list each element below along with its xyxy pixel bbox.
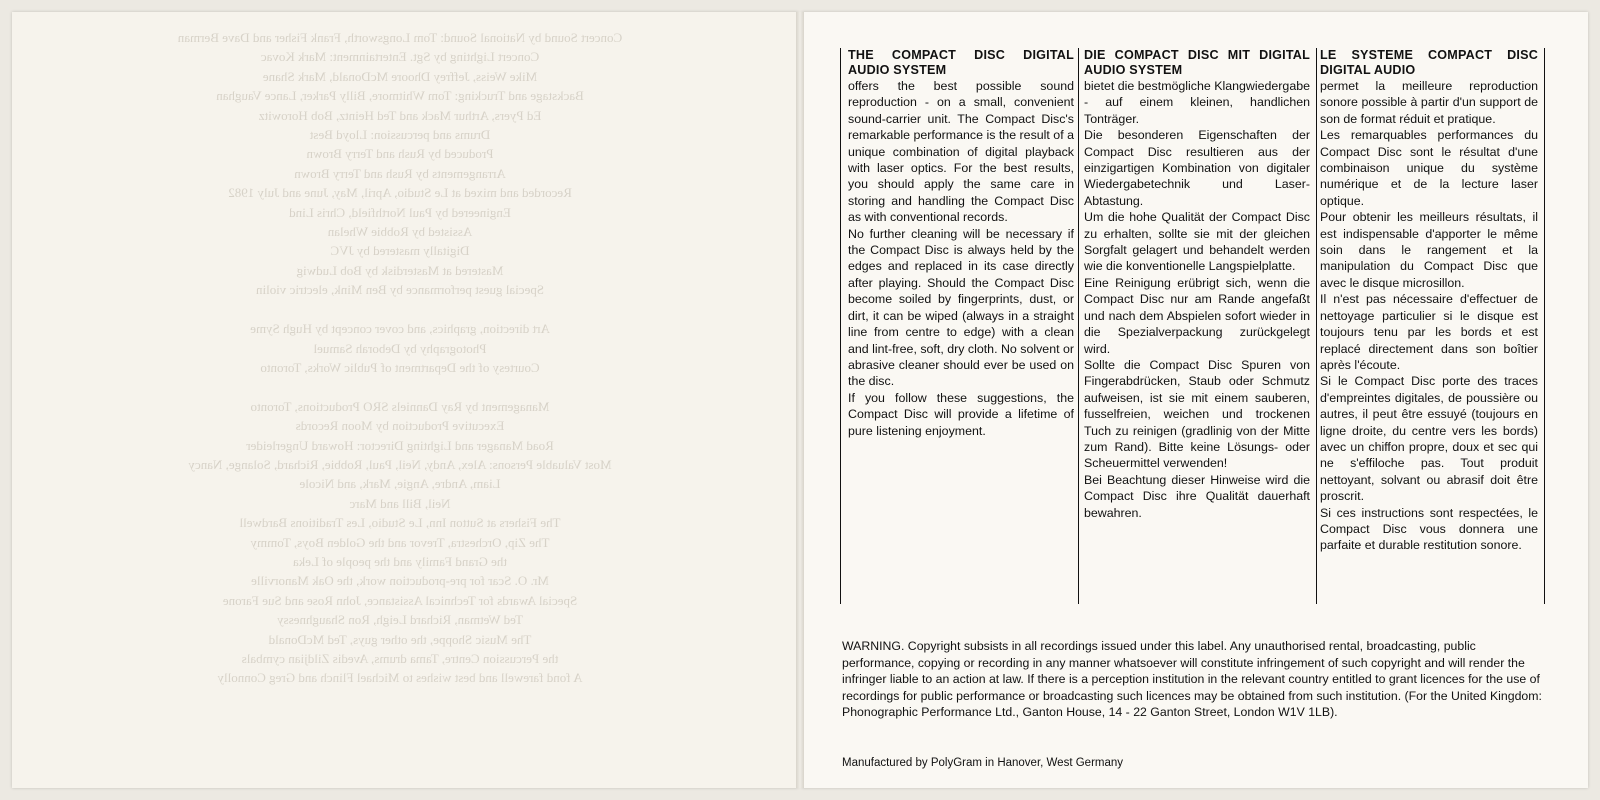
ghost-credit-line: Ed Pyers, Arthur Mack and Ted Heintz, Bob Horowitz <box>258 107 542 123</box>
ghost-credit-line: Photography by Deborah Samuel <box>313 340 487 356</box>
column-paragraph: No further cleaning will be necessary if the Compact Disc is always held by the edges and replaced in its case directly after playing. Should the Compact Disc become soiled by fingerprints, dust, or dirt, it can be wiped (always in a straight line from centre to edge) with a clean and lint-free, soft, dry cloth. No solvent or abrasive cleaner should ever be used on the disc. <box>848 226 1074 389</box>
column-paragraph: Si ces instructions sont respectées, le Compact Disc vous donnera une parfaite et durable restitution sonore. <box>1320 505 1538 553</box>
ghost-credit-line: Ted Wetman, Richard Leigh, Ron Shaughnessy <box>277 612 523 628</box>
column-heading-english: THE COMPACT DISC DIGITAL AUDIO SYSTEM <box>848 48 1074 77</box>
ghost-credit-line: Art direction, graphics, and cover concept by Hugh Syme <box>250 321 550 337</box>
column-paragraph: Die besonderen Eigenschaften der Compact Disc resultieren aus der einzigartigen Kombination von digitaler Wiedergabetechnik und Laser-Abtastung. <box>1084 128 1310 208</box>
ghost-credit-line: Produced by Rush and Terry Brown <box>306 146 494 162</box>
column-paragraph: offers the best possible sound reproduction - on a small, convenient sound-carrier unit. The Compact Disc's remarkable performance is the result of a unique combination of digital playback with laser optics. For the best results, you should apply the same care in storing and handling the Compact Disc as with conventional records. <box>848 79 1074 225</box>
column-paragraph: permet la meilleure reproduction sonore possible à partir d'un support de son de format réduit et pratique. <box>1320 79 1538 126</box>
column-paragraph: Si le Compact Disc porte des traces d'empreintes digitales, de poussière ou autres, il peut être essuyé (toujours en ligne droite, du centre vers les bords) avec un chiffon propre, doux et sec qui ne s'effiloche pas. Tout produit nettoyant, solvant ou abrasif doit être proscrit. <box>1320 374 1538 504</box>
ghost-credit-line <box>60 300 740 319</box>
ghost-credit-line: Mastered at Masterdisk by Bob Ludwig <box>296 262 504 278</box>
ghost-credit-line <box>60 377 740 396</box>
bleed-through-credits <box>60 28 740 688</box>
column-paragraph: Sollte die Compact Disc Spuren von Fingerabdrücken, Staub oder Schmutz aufweisen, ist sie mit einem sauberen, fusselfreien, weichen und trockenen Tuch zu reinigen (gradlinig von der Mitte zum Rand). Bitte keine Lösungs- oder Scheuermittel verwenden! <box>1084 357 1310 471</box>
ghost-credit-line: Concert Sound by National Sound: Tom Longsworth, Frank Fisher and Dave Berman <box>177 30 623 45</box>
ghost-credit-line: Arrangements by Rush and Terry Brown <box>294 165 506 181</box>
manufacturer-note: Manufactured by PolyGram in Hanover, West Germany <box>842 757 1124 769</box>
ghost-credit-line: The Music Shoppe, the other guys, Ted McDonald <box>268 631 532 647</box>
ghost-credit-line: Road Manager and Lighting Director: Howard Ungerleider <box>246 437 554 453</box>
ghost-credit-line: Concert Lighting by Sgt. Entertainment: Mark Kovac <box>260 49 540 65</box>
copyright-warning: WARNING. Copyright subsists in all recordings issued under this label. Any unauthorised rental, broadcasting, public performance, copying or recording in any manner whatsoever will constitute infringement of such copyright and will render the infringer liable to an action at law. If there is a perception institution in the relevant country entitled to grant licences for the use of recordings for public performance or broadcasting such licences may be obtained from such institution. (For the United Kingdom: Phonographic Performance Ltd., Ganton House, 14 - 22 Ganton Street, London W1V 1LB). <box>842 639 1542 720</box>
ghost-credit-line: Management by Ray Danniels SRO Productions, Toronto <box>250 398 550 414</box>
ghost-credit-line: Special Awards for Technical Assistance, John Rose and Sue Farone <box>222 592 578 608</box>
ghost-credit-line: Recorded and mixed at Le Studio, April, May, June and July 1982 <box>228 185 572 201</box>
ghost-credit-line: Backstage and Trucking: Tom Whitmore, Billy Parker, Lance Vaughan <box>216 88 584 104</box>
ghost-credit-line: Most Valuable Persons: Alex, Andy, Neil, Paul, Robbie, Richard, Solange, Nancy <box>188 456 612 472</box>
booklet-fold <box>796 12 804 788</box>
ghost-credit-line: Digitally mastered by JVC <box>330 243 470 259</box>
column-paragraph: Les remarquables performances du Compact Disc sont le résultat d'une combinaison unique du système numérique et de la lecture laser optique. <box>1320 128 1538 208</box>
column-french <box>1316 48 1545 604</box>
ghost-credit-line: Courtesy of the Department of Public Works, Toronto <box>260 359 540 375</box>
ghost-credit-line: the Percussion Centre, Tama drums, Avedis Zildjian cymbals <box>241 651 559 666</box>
ghost-credit-line: The Zip, Orchestra, Trevor and the Golden Boys, Tommy <box>250 534 550 550</box>
ghost-credit-line: Drums and percussion: Lloyd Best <box>309 127 491 143</box>
column-heading-german: DIE COMPACT DISC MIT DIGITAL AUDIO SYSTEM <box>1084 48 1310 77</box>
column-heading-french: LE SYSTEME COMPACT DISC DIGITAL AUDIO <box>1320 48 1538 77</box>
ghost-credit-line: A fond farewell and best wishes to Michael Flinch and Greg Connolly <box>217 670 583 686</box>
ghost-credit-line: Neil, Bill and Marc <box>349 495 451 511</box>
ghost-credit-line: Liam, Andre, Angie, Mark, and Nicole <box>299 476 501 492</box>
ghost-credit-line: Mike Weiss, Jeffrey Dhoore McDonald, Mark Shane <box>262 68 538 84</box>
column-paragraph: bietet die bestmögliche Klangwiedergabe - auf einem kleinen, handlichen Tonträger. <box>1084 79 1310 126</box>
column-paragraph: Eine Reinigung erübrigt sich, wenn die Compact Disc nur am Rande angefaßt und nach dem Abspielen sofort wieder in die Spezialverpackung zurückgelegt wird. <box>1084 275 1310 356</box>
column-paragraph: Um die hohe Qualität der Compact Disc zu erhalten, sollte sie mit der gleichen Sorgfalt gelagert und behandelt werden wie die konventionelle Langspielplatte. <box>1084 210 1310 274</box>
ghost-credit-line: the Grand Family and the people of Leka <box>292 553 508 569</box>
column-paragraph: Bei Beachtung dieser Hinweise wird die Compact Disc ihre Qualität dauerhaft bewahren. <box>1084 472 1310 520</box>
ghost-credit-line: Special guest performance by Ben Mink, electric violin <box>255 282 545 298</box>
column-english <box>840 48 1079 604</box>
column-paragraph: Il n'est pas nécessaire d'effectuer de nettoyage particulier si le disque est toujours tenu par les bords et est replacé directement dans son boîtier après l'écoute. <box>1320 292 1538 372</box>
column-paragraph: Pour obtenir les meilleurs résultats, il est indispensable d'apporter le même soin dans le rangement et la manipulation du Compact Disc que avec le disque microsillon. <box>1320 210 1538 290</box>
column-paragraph: If you follow these suggestions, the Compact Disc will provide a lifetime of pure listening enjoyment. <box>848 390 1074 438</box>
ghost-credit-line: Executive Production by Moon Records <box>295 418 505 434</box>
ghost-credit-line: Mr. O. Scar for pre-production work, the Oak Manorville <box>251 573 549 589</box>
compact-disc-info-columns <box>840 48 1540 604</box>
ghost-credit-line: Engineered by Paul Northfield, Chris Lind <box>289 204 511 220</box>
column-german <box>1080 48 1317 604</box>
ghost-credit-line: Assisted by Robbie Whelan <box>327 224 473 240</box>
ghost-credit-line: The Fishers at Sutton Inn, Le Studio, Les Traditions Bardwell <box>239 515 561 531</box>
